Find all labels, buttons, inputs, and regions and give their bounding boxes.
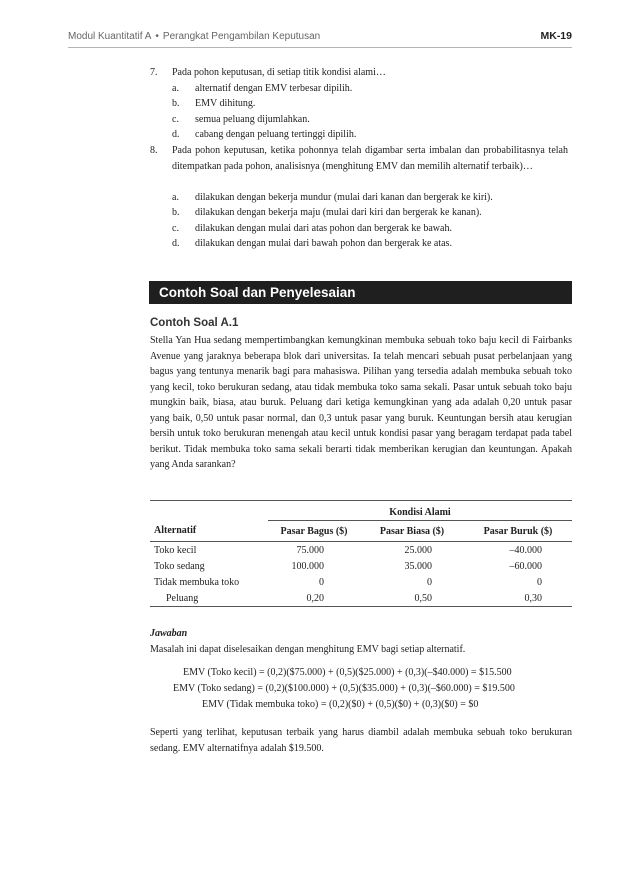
table-cell: 0,50 xyxy=(360,590,464,607)
option-c xyxy=(172,112,310,128)
option-c xyxy=(172,221,452,237)
header-separator: • xyxy=(155,31,159,42)
table-cell: 0,20 xyxy=(268,590,360,607)
table-cell: Peluang xyxy=(150,590,268,607)
header-module: Modul Kuantitatif A xyxy=(68,31,152,42)
option-b xyxy=(172,205,482,221)
example-body: Stella Yan Hua sedang mempertimbangkan kemungkinan membuka sebuah toko baju kecil di Fairbanks Avenue yang jaraknya beberapa blok dari universitas. Ia telah mencari sebuah pusat perbelanjaan yang bagus yang tentunya menarik bagi para mahasiswa. Pilihan yang tersedia adalah membuka sebuah toko yang kecil, toko berukuran sedang, atau tidak membuka toko sama sekali. Pasar untuk sebuah toko baju mungkin baik, biasa, atau buruk. Peluang dari ketiga kemungkinan yang ada adalah 0,20 untuk pasar yang baik, 0,50 untuk pasar normal, dan 0,3 untuk pasar yang buruk. Keuntungan bersih atau kerugian bersih untuk toko berukuran menengah atau kecil untuk kondisi pasar yang beragam terdapat pada tabel berikut. Tidak membuka toko sama sekali berarti tidak memberikan kerugian dan keuntungan. Apakah yang Anda sarankan? xyxy=(150,335,572,470)
option-letter: a. xyxy=(172,82,179,94)
option-a xyxy=(172,81,352,97)
page-number: MK-19 xyxy=(540,30,572,42)
table-group-header-row xyxy=(150,505,572,521)
table-row xyxy=(150,558,572,574)
table-cell: 0 xyxy=(537,576,542,588)
option-text: dilakukan dengan bekerja mundur (mulai dari kanan dan bergerak ke kiri). xyxy=(195,191,493,203)
column-header-pasar-biasa: Pasar Biasa ($) xyxy=(360,521,464,542)
option-d xyxy=(172,236,452,252)
table-cell: –40.000 xyxy=(509,544,542,556)
option-text: dilakukan dengan bekerja maju (mulai dari kiri dan bergerak ke kanan). xyxy=(195,207,482,218)
question-stem: Pada pohon keputusan, ketika pohonnya telah digambar serta imbalan dan probabilitasnya telah ditempatkan pada pohon, analisisnya (menghitung EMV dan memilih alternatif terbaik)… xyxy=(172,145,568,172)
equation-line: EMV (Toko sedang) = (0,2)($100.000) + (0,5)($35.000) + (0,3)(–$60.000) = $19.500 xyxy=(173,683,515,694)
question-stem: Pada pohon keputusan, di setiap titik kondisi alami… xyxy=(172,67,386,78)
option-letter: c. xyxy=(172,113,179,125)
option-text: dilakukan dengan mulai dari atas pohon dan bergerak ke bawah. xyxy=(195,222,452,234)
column-header-alternatif: Alternatif xyxy=(150,521,268,542)
option-letter: a. xyxy=(172,191,179,203)
table-cell: 25.000 xyxy=(404,544,432,556)
table-cell: 0,30 xyxy=(464,590,572,607)
answer-conclusion: Seperti yang terlihat, keputusan terbaik yang harus diambil adalah membuka sebuah toko berukuran sedang. EMV alternatifnya adalah $19.500. xyxy=(150,727,572,754)
equation-line: EMV (Toko kecil) = (0,2)($75.000) + (0,5)($25.000) + (0,3)(–$40.000) = $15.500 xyxy=(183,667,512,678)
option-d xyxy=(172,127,356,143)
header-breadcrumb xyxy=(68,31,320,42)
column-header-pasar-buruk: Pasar Buruk ($) xyxy=(464,521,572,542)
running-header xyxy=(68,31,572,48)
option-letter: d. xyxy=(172,129,180,140)
option-text: EMV dihitung. xyxy=(195,98,256,109)
option-text: dilakukan dengan mulai dari bawah pohon dan bergerak ke atas. xyxy=(195,238,452,249)
table-cell: Toko kecil xyxy=(154,544,197,556)
option-text: semua peluang dijumlahkan. xyxy=(195,113,310,125)
option-letter: c. xyxy=(172,222,179,234)
table-row xyxy=(150,574,572,590)
payoff-table xyxy=(150,500,572,607)
answer-title: Jawaban xyxy=(150,628,188,639)
table-cell: Toko sedang xyxy=(154,560,205,572)
section-banner-title: Contoh Soal dan Penyelesaian xyxy=(159,285,356,300)
header-chapter: Perangkat Pengambilan Keputusan xyxy=(162,31,321,42)
table-cell: Tidak membuka toko xyxy=(154,576,240,588)
option-letter: b. xyxy=(172,98,180,109)
answer-intro: Masalah ini dapat diselesaikan dengan menghitung EMV bagi setiap alternatif. xyxy=(150,644,466,655)
question-number: 7. xyxy=(150,67,158,78)
option-b xyxy=(172,96,255,112)
option-a xyxy=(172,190,493,206)
example-title: Contoh Soal A.1 xyxy=(150,317,239,329)
option-text: alternatif dengan EMV terbesar dipilih. xyxy=(195,82,353,94)
table-row-probability xyxy=(150,590,572,607)
table-cell: –60.000 xyxy=(509,560,542,572)
column-header-pasar-bagus: Pasar Bagus ($) xyxy=(268,521,360,542)
option-letter: b. xyxy=(172,207,180,218)
question-number: 8. xyxy=(150,145,158,156)
table-cell: 75.000 xyxy=(296,544,324,556)
section-banner xyxy=(149,281,572,304)
table-header-row xyxy=(150,521,572,542)
option-text: cabang dengan peluang tertinggi dipilih. xyxy=(195,129,357,140)
group-header-kondisi-alami: Kondisi Alami xyxy=(268,505,572,521)
equation-line: EMV (Tidak membuka toko) = (0,2)($0) + (0,5)($0) + (0,3)($0) = $0 xyxy=(202,699,479,710)
table-cell: 35.000 xyxy=(404,560,432,572)
option-letter: d. xyxy=(172,238,180,249)
table-cell: 0 xyxy=(427,576,432,588)
table-cell: 0 xyxy=(319,576,324,588)
table-row xyxy=(150,542,572,559)
table-cell: 100.000 xyxy=(291,560,324,572)
